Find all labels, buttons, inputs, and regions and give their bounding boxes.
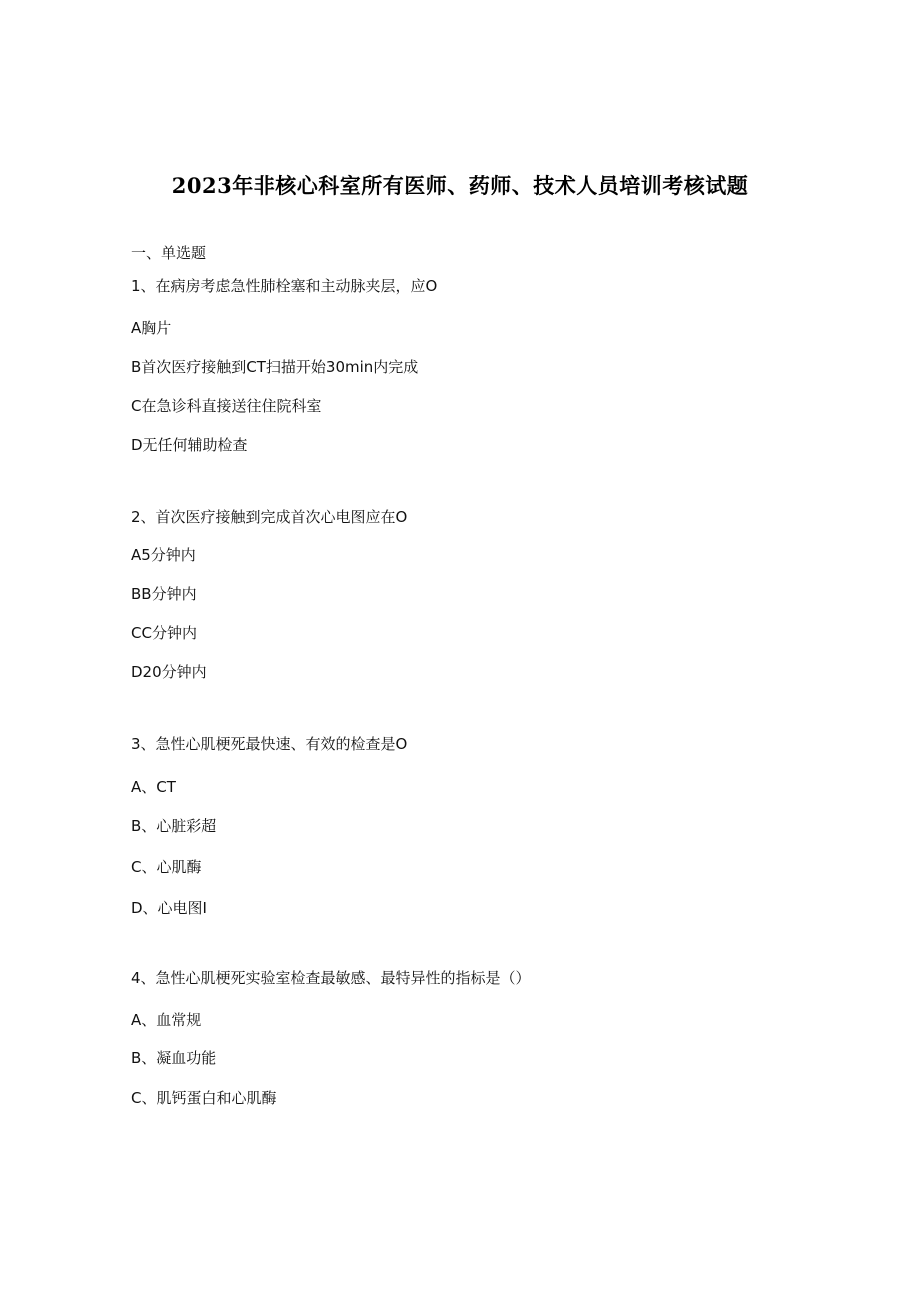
question-2-option-a: A5分钟内 (131, 546, 196, 564)
document-title: 2023年非核心科室所有医师、药师、技术人员培训考核试题 (171, 173, 749, 198)
question-1-option-a: A胸片 (131, 319, 172, 337)
question-2-option-b: BB分钟内 (131, 585, 197, 603)
question-3-stem: 3、急性心肌梗死最快速、有效的检查是O (131, 735, 408, 753)
question-1-option-c: C在急诊科直接送往住院科室 (131, 397, 322, 415)
question-4-option-b: B、凝血功能 (131, 1049, 217, 1067)
section-heading: 一、单选题 (131, 244, 207, 262)
question-4-option-a: A、血常规 (131, 1011, 202, 1029)
question-4-option-c: C、肌钙蛋白和心肌酶 (131, 1089, 277, 1107)
question-3-option-b: B、心脏彩超 (131, 817, 217, 835)
question-1-option-d: D无任何辅助检查 (131, 436, 248, 454)
question-3-option-c: C、心肌酶 (131, 858, 202, 876)
question-2-option-d: D20分钟内 (131, 663, 207, 681)
question-4-stem: 4、急性心肌梗死实验室检查最敏感、最特异性的指标是（） (131, 969, 531, 987)
question-1-option-b: B首次医疗接触到CT扫描开始30min内完成 (131, 358, 419, 376)
question-2-option-c: CC分钟内 (131, 624, 197, 642)
question-1-stem: 1、在病房考虑急性肺栓塞和主动脉夹层，应O (131, 277, 438, 295)
question-3-option-d: D、心电图I (131, 899, 207, 917)
question-3-option-a: A、CT (131, 778, 176, 796)
question-2-stem: 2、首次医疗接触到完成首次心电图应在O (131, 508, 408, 526)
